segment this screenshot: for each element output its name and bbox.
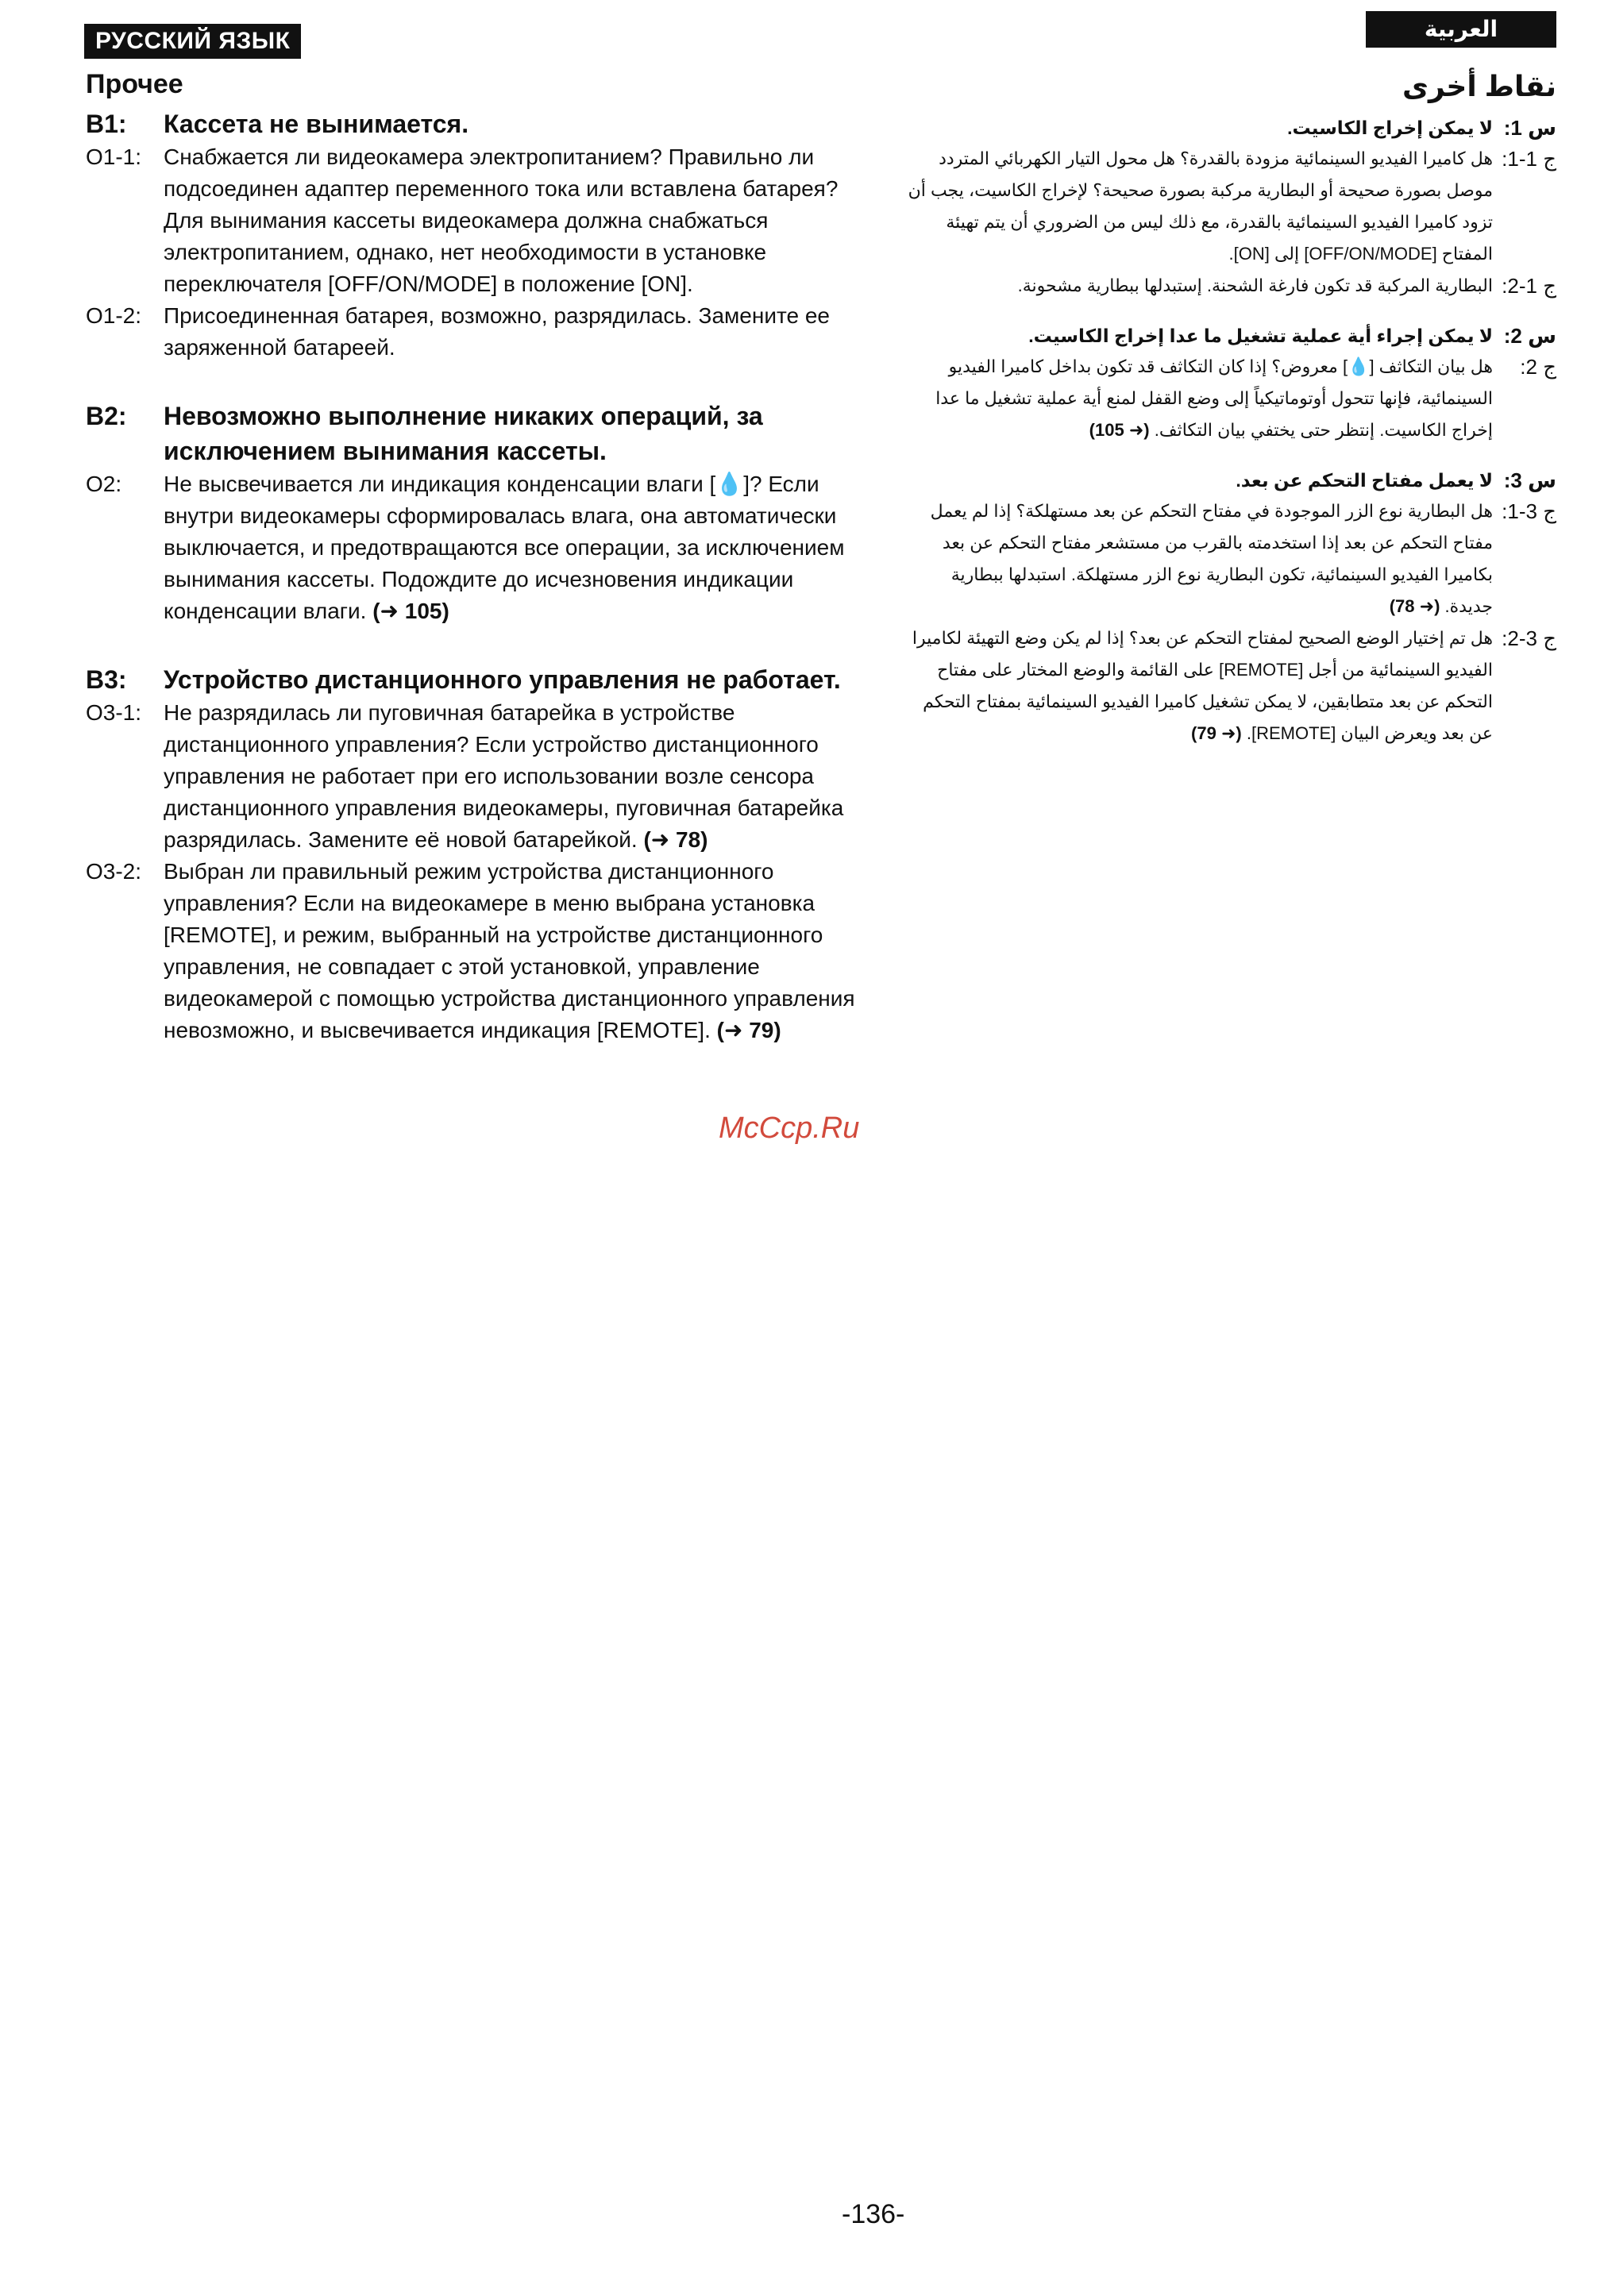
question-text: Устройство дистанционного управления не работает. <box>164 665 841 694</box>
answer-label: ج 3-1: <box>1502 499 1556 523</box>
answer-body <box>905 495 1493 622</box>
answer-label: O1-1: <box>86 144 142 169</box>
answer-body <box>164 856 864 1046</box>
question-1 <box>86 106 864 141</box>
question-text: Невозможно выполнение никаких операций, за исключением вынимания кассеты. <box>164 402 763 465</box>
page-reference: (➜ 105) <box>1089 420 1150 440</box>
answer-2 <box>86 468 864 627</box>
answer-1-1 <box>86 141 864 300</box>
answer-label: ج 1-2: <box>1502 274 1556 298</box>
answer-label: ج 2: <box>1520 355 1556 379</box>
answer-label: ج 1-1: <box>1502 147 1556 171</box>
answer-1-2 <box>86 300 864 364</box>
answer-3-2 <box>86 856 864 1046</box>
answer-label: O2: <box>86 472 122 496</box>
answer-text: البطارية المركبة قد تكون فارغة الشحنة. إستبدلها ببطارية مشحونة. <box>1017 275 1493 295</box>
page-reference: (➜ 79) <box>1191 723 1242 743</box>
answer-3-2 <box>905 622 1556 749</box>
question-label: B2: <box>86 402 127 430</box>
question-label: B3: <box>86 665 127 694</box>
answer-text: هل تم إختيار الوضع الصحيح لمفتاح التحكم عن بعد؟ إذا لم يكن وضع التهيئة لكاميرا الفيديو السينمائية من أجل [REMOTE] على القائمة والوضع المختار على مفتاح التحكم عن بعد متطابقين، لا يمكن تشغيل كاميرا الفيديو السينمائية بمفتاح التحكم عن بعد ويعرض البيان [REMOTE]. <box>912 628 1493 743</box>
page-reference: (➜ 79) <box>716 1018 781 1042</box>
question-2 <box>86 399 864 468</box>
answer-2 <box>905 351 1556 446</box>
question-3 <box>86 662 864 697</box>
question-1 <box>905 113 1556 143</box>
answer-text: Выбран ли правильный режим устройства дистанционного управления? Если на видеокамере в меню выбрана установка [REMOTE], и режим, выбранный на устройстве дистанционного управления, не совпадает с этой установкой, управление видеокамерой с помощью устройства дистанционного управления невозможно, и высвечивается индикация [REMOTE]. <box>164 859 855 1042</box>
answer-text: هل كاميرا الفيديو السينمائية مزودة بالقدرة؟ هل محول التيار الكهربائي المتردد موصل بصورة صحيحة أو البطارية مركبة بصورة صحيحة؟ لإخراج الكاسيت، يجب أن تزود كاميرا الفيديو السينمائية بالقدرة، مع ذلك ليس من الضروري أن يتم تهيئة المفتاح [OFF/ON/MODE] إلى [ON]. <box>908 148 1493 264</box>
question-text: لا يمكن إجراء أية عملية تشغيل ما عدا إخراج الكاسيت. <box>1028 326 1493 346</box>
answer-label: O3-2: <box>86 859 142 884</box>
answer-1-1 <box>905 143 1556 270</box>
answer-text: هل البطارية نوع الزر الموجودة في مفتاح التحكم عن بعد مستهلكة؟ إذا لم يعمل مفتاح التحكم عن بعد إذا استخدمته بالقرب من مستشعر مفتاح التحكم عن بعد بكاميرا الفيديو السينمائية، تكون البطارية نوع الزر مستهلكة. استبدلها ببطارية جديدة. <box>930 501 1493 616</box>
answer-body <box>164 697 864 856</box>
answer-text: Присоединенная батарея, возможно, разрядилась. Замените ее заряженной батареей. <box>164 303 830 360</box>
question-label: س 1: <box>1503 116 1556 140</box>
language-badge-arabic: العربية <box>1366 11 1556 48</box>
section-title: نقاط أخرى <box>1402 70 1556 102</box>
answer-text: هل بيان التكاثف [💧] معروض؟ إذا كان التكاثف قد تكون بداخل كاميرا الفيديو السينمائية، فإنها تتحول أوتوماتيكياً إلى وضع القفل لمنع أية عملية تشغيل ما عدا إخراج الكاسيت. إنتظر حتى يختفي بيان التكاثف. <box>935 356 1493 440</box>
question-text: لا يمكن إخراج الكاسيت. <box>1287 117 1493 138</box>
russian-column <box>86 67 864 1046</box>
answer-text: Не разрядилась ли пуговичная батарейка в устройстве дистанционного управления? Если устройство дистанционного управления не работает при его использовании возле сенсора дистанционного управления видеокамеры, пуговичная батарейка разрядилась. Замените её новой батарейкой. <box>164 700 844 852</box>
question-label: س 2: <box>1503 324 1556 348</box>
answer-label: O1-2: <box>86 303 142 328</box>
answer-label: O3-1: <box>86 700 142 725</box>
page-reference: (➜ 105) <box>372 599 449 623</box>
question-text: Кассета не вынимается. <box>164 110 469 138</box>
answer-text: Снабжается ли видеокамера электропитанием? Правильно ли подсоединен адаптер переменного тока или вставлена батарея? Для вынимания кассеты видеокамера должна снабжаться электропитанием, однако, нет необходимости в установке переключателя [OFF/ON/MODE] в положение [ON]. <box>164 144 839 296</box>
question-3 <box>905 465 1556 495</box>
question-2 <box>905 321 1556 351</box>
question-label: س 3: <box>1503 468 1556 492</box>
answer-label: ج 3-2: <box>1502 626 1556 650</box>
answer-3-1 <box>86 697 864 856</box>
page-reference: (➜ 78) <box>1389 596 1440 616</box>
answer-3-1 <box>905 495 1556 622</box>
page-number: -136- <box>842 2199 905 2229</box>
arabic-column <box>905 67 1556 749</box>
question-label: B1: <box>86 110 127 138</box>
answer-body <box>905 351 1493 446</box>
language-badge-russian: РУССКИЙ ЯЗЫК <box>84 24 301 59</box>
page-reference: (➜ 78) <box>643 827 708 852</box>
watermark: МсСср.Ru <box>719 1111 860 1145</box>
answer-body <box>905 622 1493 749</box>
answer-body <box>164 468 864 627</box>
question-text: لا يعمل مفتاح التحكم عن بعد. <box>1236 470 1493 491</box>
answer-1-2 <box>905 270 1556 302</box>
answer-text: Не высвечивается ли индикация конденсации влаги [💧]? Если внутри видеокамеры сформировалась влага, она автоматически выключается, и предотвращаются все операции, за исключением вынимания кассеты. Подождите до исчезновения индикации конденсации влаги. <box>164 472 845 623</box>
section-title: Прочее <box>86 69 183 99</box>
